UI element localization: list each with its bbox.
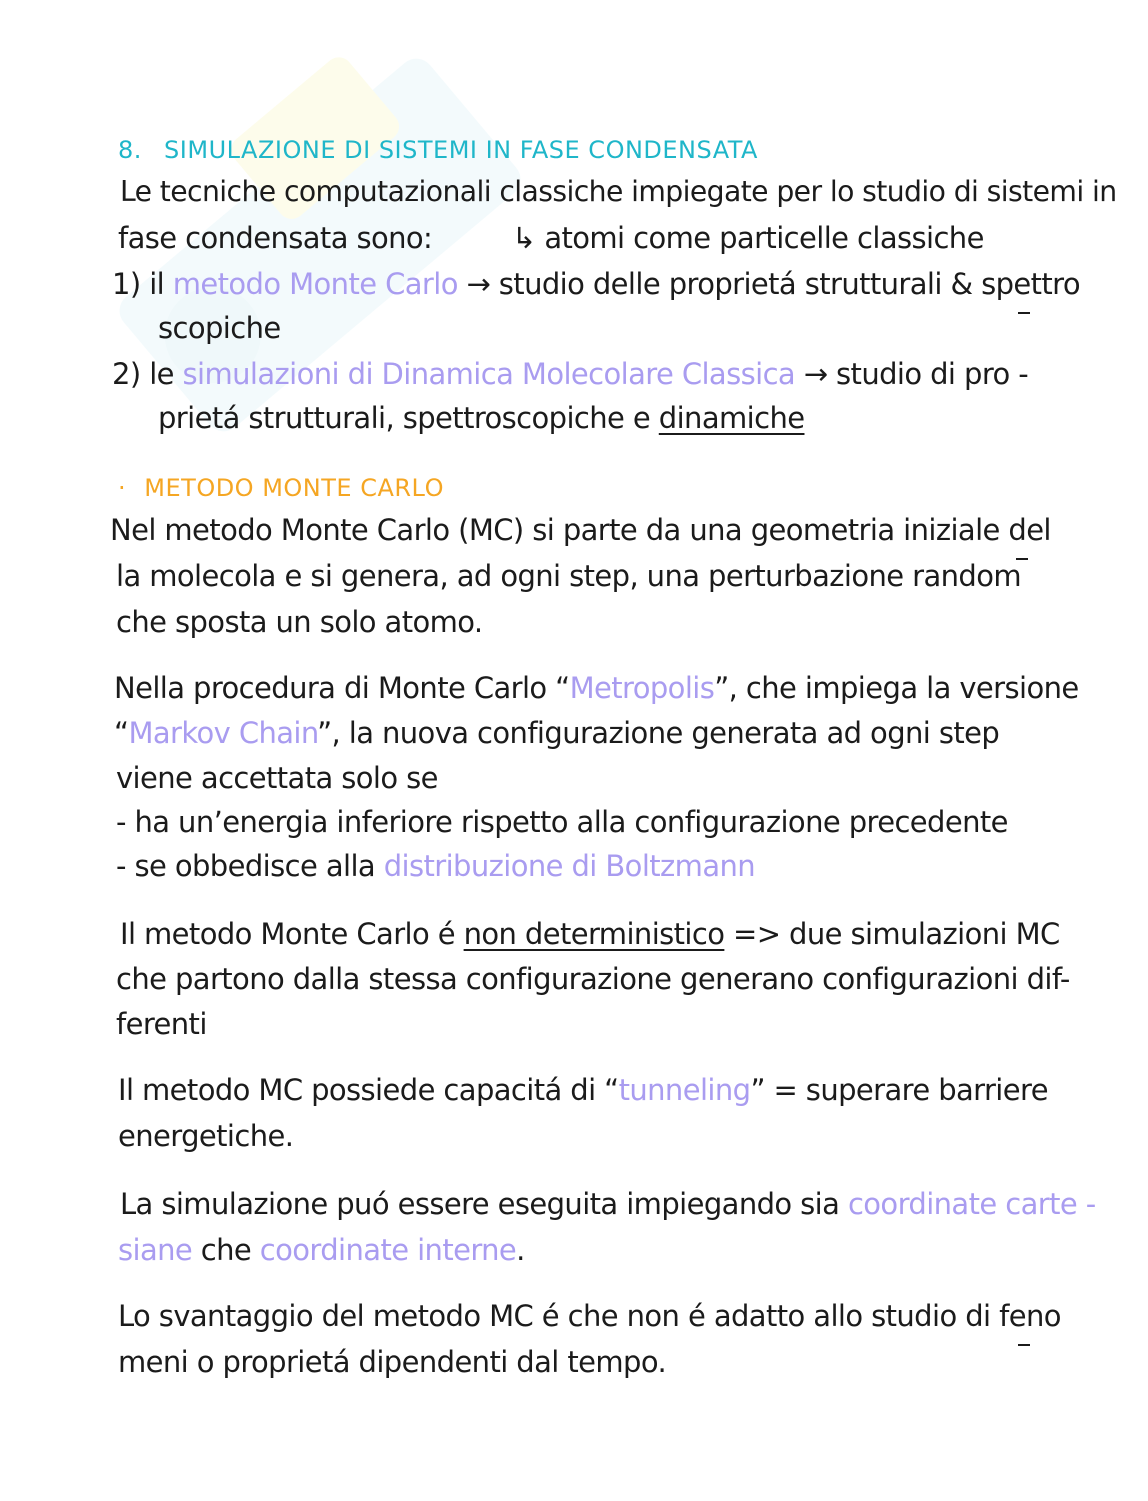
list-item-2-cont-underlined: dinamiche: [658, 401, 805, 435]
hyphen-mark: [1018, 1344, 1030, 1346]
section-title: SIMULAZIONE DI SISTEMI IN FASE CONDENSATA: [164, 136, 758, 164]
list-item-2-continuation: [158, 398, 804, 438]
para3-line-3: ferenti: [116, 1007, 207, 1041]
para4-line-2: energetiche.: [118, 1119, 294, 1153]
para4-l1-post: ” = superare barriere: [750, 1073, 1048, 1107]
para1-line-3: che sposta un solo atomo.: [116, 605, 483, 639]
para2-l2-highlight: Markov Chain: [128, 716, 318, 750]
para2-l2-post: ”, la nuova configurazione generata ad ogni step: [317, 716, 1000, 750]
para5-l2-mid: che: [200, 1233, 252, 1267]
para2-b2-highlight: distribuzione di Boltzmann: [383, 849, 756, 883]
list-item-2-post: → studio di pro -: [803, 357, 1029, 391]
para2-b2-pre: - se obbedisce alla: [116, 849, 376, 883]
para5-l1-pre: La simulazione puó essere eseguita impiegando sia: [120, 1187, 840, 1221]
list-item-1-pre: il: [149, 267, 165, 301]
para2-line-2: [114, 713, 999, 753]
para3-line-1: [120, 914, 1060, 954]
list-item-2-number: 2): [112, 357, 141, 391]
list-item-1-highlight: metodo Monte Carlo: [172, 267, 458, 301]
para2-line-3: viene accettata solo se: [116, 761, 438, 795]
hyphen-mark: [1018, 312, 1030, 314]
para4-l1-highlight: tunneling: [618, 1073, 751, 1107]
para2-bullet-1: - ha un’energia inferiore rispetto alla configurazione precedente: [116, 805, 1008, 839]
para1-line-1: Nel metodo Monte Carlo (MC) si parte da una geometria iniziale del: [110, 513, 1051, 547]
list-item-1-continuation: scopiche: [158, 311, 281, 345]
para3-line-2: che partono dalla stessa configurazione generano configurazioni dif-: [116, 962, 1070, 996]
section-number: 8.: [118, 136, 142, 164]
list-item-2-cont-pre: prietá strutturali, spettroscopiche e: [158, 401, 651, 435]
list-item-1: [112, 264, 1080, 304]
para6-line-1: Lo svantaggio del metodo MC é che non é adatto allo studio di feno: [118, 1299, 1061, 1333]
list-item-2-highlight: simulazioni di Dinamica Molecolare Classica: [182, 357, 796, 391]
list-item-1-number: 1): [112, 267, 141, 301]
para3-l1-pre: Il metodo Monte Carlo é: [120, 917, 455, 951]
para2-line-1: [114, 668, 1079, 708]
para5-line-2: [118, 1230, 525, 1270]
subheading-title: METODO MONTE CARLO: [144, 474, 444, 502]
subheading: [118, 468, 444, 508]
section-heading: [118, 130, 758, 170]
para5-l1-highlight: coordinate carte -: [847, 1187, 1096, 1221]
para4-l1-pre: Il metodo MC possiede capacitá di “: [118, 1073, 619, 1107]
para2-l2-pre: “: [114, 716, 129, 750]
intro-arrow-note: ↳ atomi come particelle classiche: [512, 221, 984, 255]
para2-bullet-2: [116, 846, 755, 886]
para1-line-2: la molecola e si genera, ad ogni step, una perturbazione random: [116, 559, 1021, 593]
subheading-bullet: ·: [118, 474, 127, 502]
intro-line-2: fase condensata sono:: [118, 221, 433, 255]
para4-line-1: [118, 1070, 1048, 1110]
para5-l2-highlight-2: coordinate interne: [259, 1233, 517, 1267]
intro-line-1: Le tecniche computazionali classiche impiegate per lo studio di sistemi in: [120, 175, 1117, 208]
para5-l2-end: .: [516, 1233, 525, 1267]
para2-l1-highlight: Metropolis: [569, 671, 715, 705]
list-item-1-post: → studio delle proprietá strutturali & spettro: [466, 267, 1081, 301]
para5-l2-highlight-1: siane: [118, 1233, 193, 1267]
para3-l1-underlined: non deterministico: [463, 917, 725, 951]
list-item-2-pre: le: [149, 357, 174, 391]
para2-l1-pre: Nella procedura di Monte Carlo “: [114, 671, 570, 705]
para6-line-2: meni o proprietá dipendenti dal tempo.: [118, 1345, 667, 1379]
para2-l1-post: ”, che impiega la versione: [714, 671, 1079, 705]
para3-l1-post: => due simulazioni MC: [733, 917, 1060, 951]
para5-line-1: [120, 1184, 1096, 1224]
list-item-2: [112, 354, 1028, 394]
